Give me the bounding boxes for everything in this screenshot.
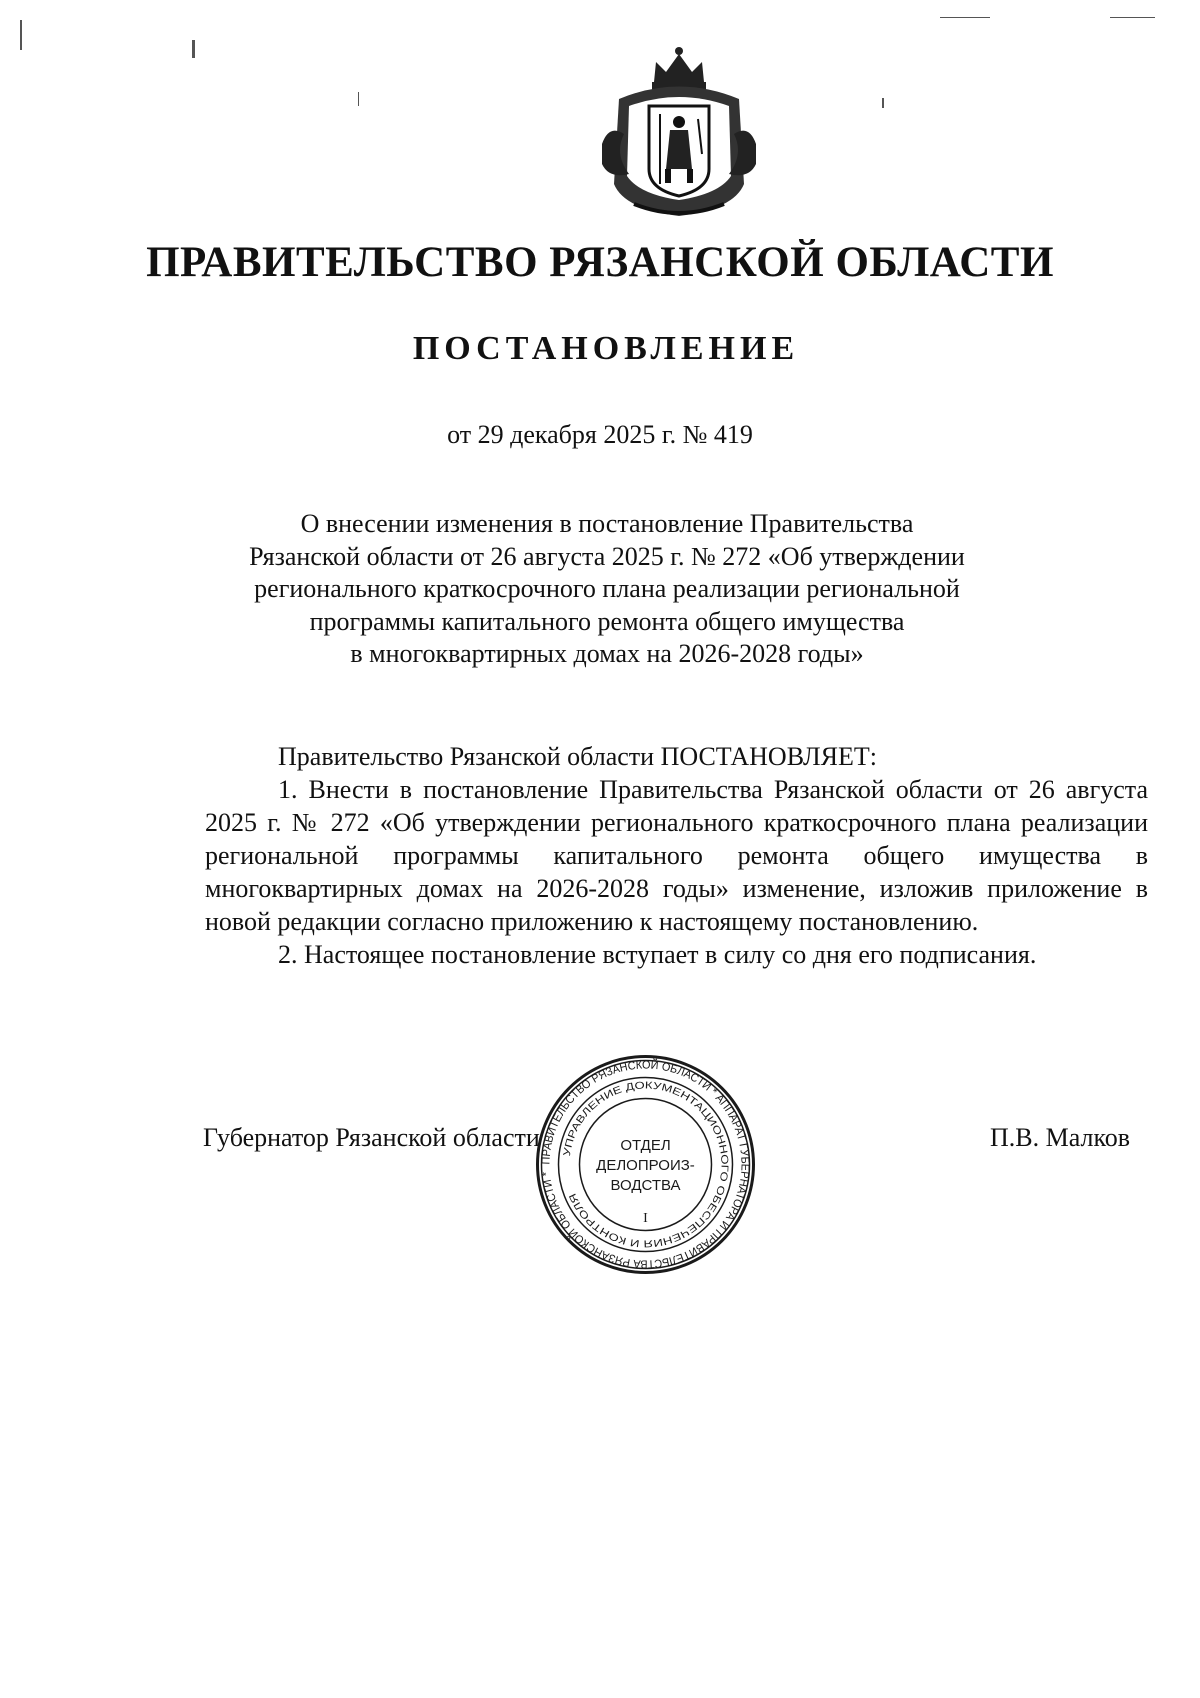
organization-name: ПРАВИТЕЛЬСТВО РЯЗАНСКОЙ ОБЛАСТИ — [146, 239, 1054, 286]
stamp-inner-text: УПРАВЛЕНИЕ ДОКУМЕНТАЦИОННОГО ОБЕСПЕЧЕНИЯ И КОНТРОЛЯ — [561, 1080, 730, 1249]
stamp-outer-text: ПРАВИТЕЛЬСТВО РЯЗАНСКОЙ ОБЛАСТИ * АППАРАТ ГУБЕРНАТОРА И ПРАВИТЕЛЬСТВА РЯЗАНСКОЙ ОБЛАСТИ * — [540, 1059, 751, 1270]
stamp-center-line: ВОДСТВА — [610, 1177, 681, 1194]
scan-speck — [358, 92, 359, 106]
title-line: Рязанской области от 26 августа 2025 г. № 272 «Об утверждении — [249, 541, 965, 571]
stamp-center-line: ОТДЕЛ — [620, 1137, 671, 1154]
resolution-item-1: 1. Внести в постановление Правительства Рязанской области от 26 августа 2025 г. № 272 «Об утверждении регионального краткосрочного плана реализации региональной программы капитального ремонта общего имущества в многоквартирных домах на 2026-2028 годы» изменение, изложив приложение в новой редакции согласно приложению к настоящему постановлению. — [205, 775, 1148, 936]
scan-speck — [1110, 17, 1155, 18]
document-type: ПОСТАНОВЛЕНИЕ — [412, 330, 800, 367]
official-stamp-seal — [533, 1052, 758, 1277]
scan-speck — [882, 98, 884, 108]
ryazan-coat-of-arms-icon — [594, 44, 764, 219]
title-line: в многоквартирных домах на 2026-2028 годы» — [350, 639, 864, 668]
scan-speck — [192, 40, 195, 58]
resolution-item-2: 2. Настоящее постановление вступает в силу со дня его подписания. — [278, 940, 1037, 969]
stamp-numeral: I — [643, 1211, 648, 1226]
resolution-intro: Правительство Рязанской области ПОСТАНОВЛЯЕТ: — [278, 742, 878, 771]
scan-speck — [20, 20, 22, 50]
document-date-number: от 29 декабря 2025 г. № 419 — [447, 420, 753, 449]
title-line: программы капитального ремонта общего имущества — [309, 606, 905, 636]
title-line: О внесении изменения в постановление Правительства — [300, 509, 914, 538]
signatory-name: П.В. Малков — [990, 1123, 1131, 1152]
stamp-center-line: ДЕЛОПРОИЗ- — [596, 1157, 695, 1174]
scan-speck — [940, 17, 990, 18]
signatory-position: Губернатор Рязанской области — [203, 1123, 540, 1152]
document-title — [200, 508, 1014, 671]
title-line: регионального краткосрочного плана реализации региональной — [254, 574, 960, 603]
document-body — [205, 740, 1148, 971]
